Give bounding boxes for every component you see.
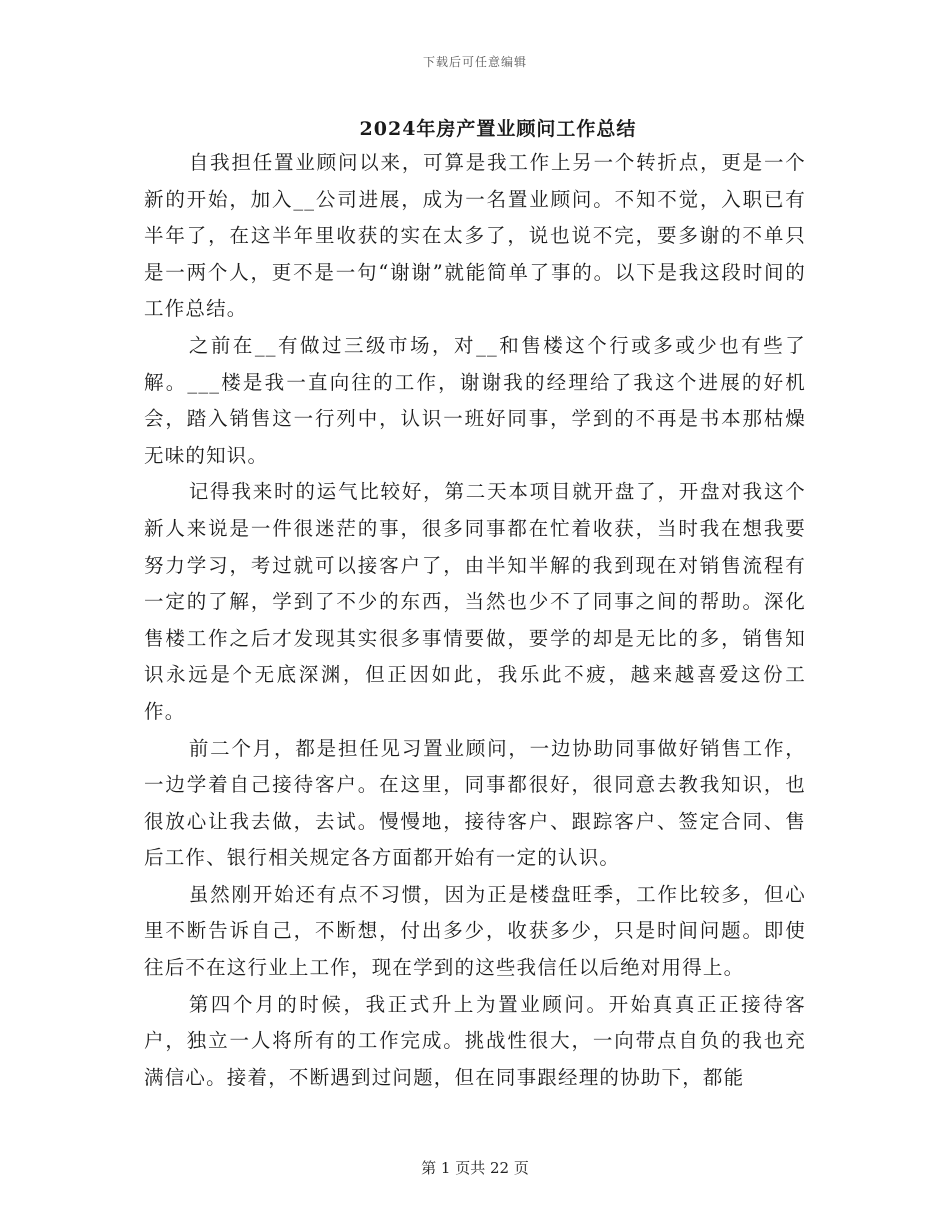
paragraph: 前二个月，都是担任见习置业顾问，一边协助同事做好销售工作，一边学着自己接待客户。在这里，同事都很好，很同意去教我知识，也很放心让我去做，去试。慢慢地，接待客户、跟踪客户、签定合同、售后工作、银行相关规定各方面都开始有一定的认识。: [144, 736, 806, 870]
paragraph: 第四个月的时候，我正式升上为置业顾问。开始真真正正接待客户，独立一人将所有的工作完成。挑战性很大，一向带点自负的我也充满信心。接着，不断遇到过问题，但在同事跟经理的协助下，都能: [144, 992, 806, 1089]
paragraph: 自我担任置业顾问以来，可算是我工作上另一个转折点，更是一个新的开始，加入__公司进展，成为一名置业顾问。不知不觉，入职已有半年了，在这半年里收获的实在太多了，说也说不完，要多谢的不单只是一两个人，更不是一句“谢谢”就能简单了事的。以下是我这段时间的工作总结。: [144, 151, 806, 321]
document-body: [144, 145, 806, 1096]
paragraph: 之前在__有做过三级市场，对__和售楼这个行或多或少也有些了解。___楼是我一直向往的工作，谢谢我的经理给了我这个进展的好机会，踏入销售这一行列中，认识一班好同事，学到的不再是书本那枯燥无味的知识。: [144, 333, 806, 467]
page-header-note: 下载后可任意编辑: [422, 55, 527, 69]
paragraph: 虽然刚开始还有点不习惯，因为正是楼盘旺季，工作比较多，但心里不断告诉自己，不断想，付出多少，收获多少，只是时间问题。即使往后不在这行业上工作，现在学到的这些我信任以后绝对用得上。: [144, 882, 806, 980]
paragraph: 记得我来时的运气比较好，第二天本项目就开盘了，开盘对我这个新人来说是一件很迷茫的事，很多同事都在忙着收获，当时我在想我要努力学习，考过就可以接客户了，由半知半解的我到现在对销售流程有一定的了解，学到了不少的东西，当然也少不了同事之间的帮助。深化售楼工作之后才发现其实很多事情要做，要学的却是无比的多，销售知识永远是个无底深渊，但正因如此，我乐此不疲，越来越喜爱这份工作。: [144, 480, 806, 723]
document-title: 2024年房产置业顾问工作总结: [359, 118, 637, 140]
page-number: 第 1 页共 22 页: [421, 1159, 529, 1177]
